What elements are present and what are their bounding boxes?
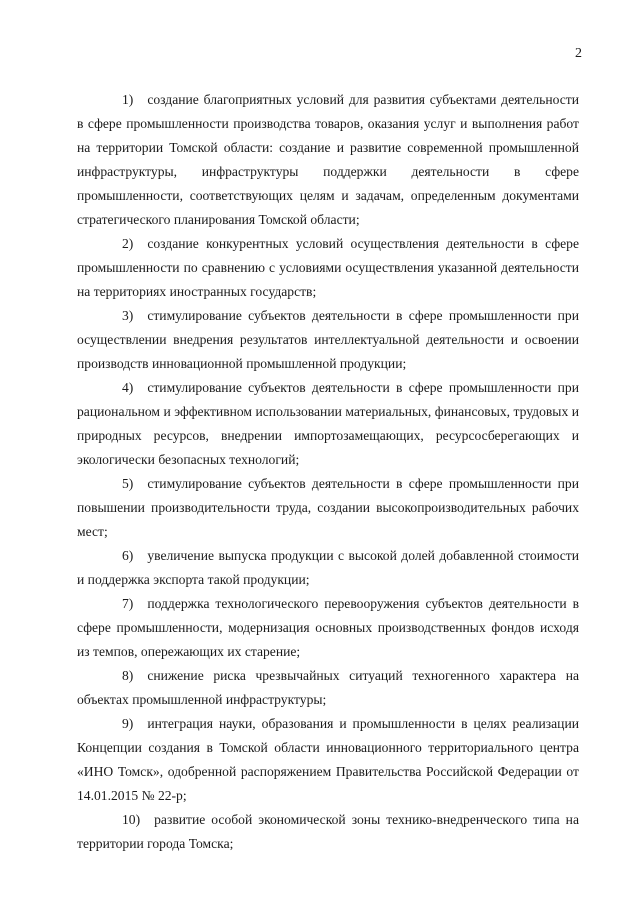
list-item [77,376,579,472]
document-body [77,88,579,856]
item-number: 3) [122,308,134,323]
item-number: 4) [122,380,134,395]
item-text: снижение риска чрезвычайных ситуаций техногенного характера на объектах промышленной инфраструктуры; [77,668,579,707]
list-item [77,304,579,376]
list-item [77,664,579,712]
item-text: интеграция науки, образования и промышленности в целях реализации Концепции создания в Томской области инновационного территориального центра «ИНО Томск», одобренной распоряжением Правительства Российской Федерации от 14.01.2015 № 22-р; [77,716,579,803]
list-item [77,544,579,592]
item-text: стимулирование субъектов деятельности в сфере промышленности при рациональном и эффективном использовании материальных, финансовых, трудовых и природных ресурсов, внедрении импортозамещающих, ресурсосберегающих и экологически безопасных технологий; [77,380,579,467]
item-number: 9) [122,716,134,731]
item-number: 6) [122,548,134,563]
list-item [77,712,579,808]
item-number: 2) [122,236,134,251]
item-text: развитие особой экономической зоны технико-внедренческого типа на территории города Томска; [77,812,579,851]
list-item [77,232,579,304]
item-text: стимулирование субъектов деятельности в сфере промышленности при повышении производительности труда, создании высокопроизводительных рабочих мест; [77,476,579,539]
item-text: поддержка технологического перевооружения субъектов деятельности в сфере промышленности, модернизация основных производственных фондов исходя из темпов, опережающих их старение; [77,596,579,659]
item-text: создание конкурентных условий осуществления деятельности в сфере промышленности по сравнению с условиями осуществления указанной деятельности на территориях иностранных государств; [77,236,579,299]
item-text: увеличение выпуска продукции с высокой долей добавленной стоимости и поддержка экспорта такой продукции; [77,548,579,587]
list-item [77,472,579,544]
item-number: 5) [122,476,134,491]
item-number: 1) [122,92,134,107]
list-item [77,592,579,664]
item-number: 10) [122,812,141,827]
item-text: создание благоприятных условий для развития субъектами деятельности в сфере промышленности производства товаров, оказания услуг и выполнения работ на территории Томской области: создание и развитие современной промышленной инфраструктуры, инфраструктуры поддержки деятельности в сфере промышленности, соответствующих целям и задачам, определенным документами стратегического планирования Томской области; [77,92,579,227]
item-number: 7) [122,596,134,611]
item-number: 8) [122,668,134,683]
page-number: 2 [575,46,582,61]
item-text: стимулирование субъектов деятельности в сфере промышленности при осуществлении внедрения результатов интеллектуальной деятельности и освоении производств инновационной промышленной продукции; [77,308,579,371]
list-item [77,808,579,856]
list-item [77,88,579,232]
